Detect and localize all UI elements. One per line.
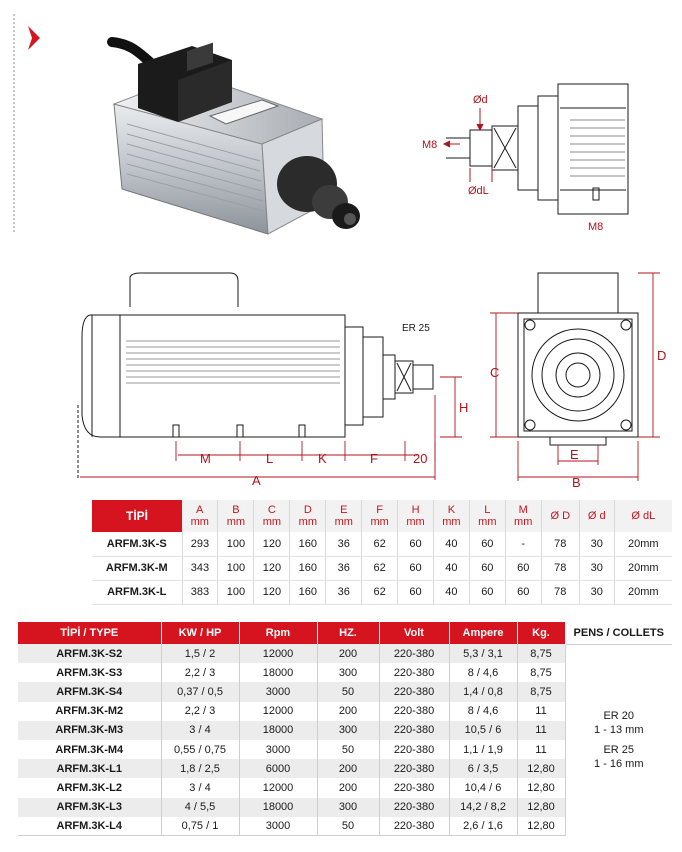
dimension-col-unit: mm [442, 516, 461, 528]
dimension-cell: 78 [541, 556, 579, 580]
spec-model: ARFM.3K-S4 [18, 682, 161, 701]
spec-model: ARFM.3K-L3 [18, 798, 161, 817]
dimension-cell: 160 [290, 532, 326, 556]
label-od: Ød [473, 94, 488, 106]
spec-model: ARFM.3K-S3 [18, 663, 161, 682]
spec-model: ARFM.3K-L1 [18, 759, 161, 778]
spec-volt: 220-380 [379, 702, 449, 721]
dimension-header-col [326, 500, 362, 532]
dimension-cell: 78 [541, 580, 579, 604]
spec-rpm: 3000 [239, 682, 317, 701]
dimension-header-col [362, 500, 398, 532]
spec-model: ARFM.3K-L2 [18, 778, 161, 797]
spec-volt: 220-380 [379, 778, 449, 797]
collets-cell [565, 644, 672, 836]
dimension-cell: 30 [579, 556, 614, 580]
dimension-cell: 60 [469, 556, 505, 580]
spec-volt: 220-380 [379, 663, 449, 682]
dimension-col-letter: E [340, 504, 348, 516]
dimension-table-header [92, 500, 672, 532]
spec-rpm: 12000 [239, 644, 317, 663]
dimension-cell: 30 [579, 580, 614, 604]
spec-header-ampere: Ampere [449, 622, 517, 644]
spec-kg: 11 [517, 740, 565, 759]
spec-header-kw: KW / HP [161, 622, 239, 644]
spec-kg: 8,75 [517, 644, 565, 663]
spec-ampere: 10,5 / 6 [449, 721, 517, 740]
spec-rpm: 6000 [239, 759, 317, 778]
dimension-cell: 20mm [614, 556, 672, 580]
spec-hz: 200 [317, 702, 379, 721]
red-chevron-icon [26, 24, 44, 52]
dimension-cell: 30 [579, 532, 614, 556]
collet-er25 [566, 743, 673, 771]
dimension-cell: 62 [362, 532, 398, 556]
spec-kg: 12,80 [517, 778, 565, 797]
spec-ampere: 8 / 4,6 [449, 702, 517, 721]
dimension-header-col [614, 500, 672, 532]
dimension-header-col [469, 500, 505, 532]
dimension-cell: 36 [326, 580, 362, 604]
spec-rpm: 12000 [239, 778, 317, 797]
spec-model: ARFM.3K-S2 [18, 644, 161, 663]
dimension-col-letter: Ø D [550, 510, 571, 522]
spec-hz: 200 [317, 778, 379, 797]
dimension-header-col [182, 500, 218, 532]
spec-header-pens: PENS / COLLETS [565, 622, 672, 644]
label-m8: M8 [422, 139, 438, 151]
dimension-col-unit: mm [298, 516, 317, 528]
dimension-cell: 60 [469, 580, 505, 604]
spec-table-header [18, 622, 672, 644]
spec-model: ARFM.3K-M2 [18, 702, 161, 721]
spec-kg: 8,75 [517, 682, 565, 701]
dimension-cell: 62 [362, 580, 398, 604]
spec-volt: 220-380 [379, 817, 449, 836]
collet-er25-name: ER 25 [603, 744, 635, 757]
dimension-cell: 293 [182, 532, 218, 556]
dimension-col-unit: mm [262, 516, 282, 528]
dimension-col-letter: D [303, 504, 312, 516]
spec-kw: 0,55 / 0,75 [161, 740, 239, 759]
dimension-cell: 120 [254, 532, 290, 556]
dimension-cell: 60 [398, 556, 434, 580]
dimension-header-col [290, 500, 326, 532]
dimension-cell: 120 [254, 556, 290, 580]
label-dim-e: E [570, 447, 579, 462]
dimension-cell: 383 [182, 580, 218, 604]
dimension-header-col [433, 500, 469, 532]
dimension-header-col [505, 500, 541, 532]
dimension-col-letter: F [376, 504, 384, 516]
spec-model: ARFM.3K-M4 [18, 740, 161, 759]
spec-kg: 12,80 [517, 759, 565, 778]
dimension-cell: 20mm [614, 532, 672, 556]
spec-volt: 220-380 [379, 682, 449, 701]
dimension-cell: 60 [505, 556, 541, 580]
spec-ampere: 8 / 4,6 [449, 663, 517, 682]
dimension-col-letter: K [447, 504, 456, 516]
spec-kw: 2,2 / 3 [161, 702, 239, 721]
spec-kg: 8,75 [517, 663, 565, 682]
spec-kw: 0,75 / 1 [161, 817, 239, 836]
spec-kw: 1,8 / 2,5 [161, 759, 239, 778]
dimension-col-letter: Ø dL [631, 510, 656, 522]
spec-hz: 200 [317, 644, 379, 663]
dimension-header-col [254, 500, 290, 532]
spec-model: ARFM.3K-L4 [18, 817, 161, 836]
spec-kw: 4 / 5,5 [161, 798, 239, 817]
spec-header-type: TİPİ / TYPE [18, 622, 161, 644]
dimension-cell: 343 [182, 556, 218, 580]
spec-rpm: 3000 [239, 817, 317, 836]
dimension-col-unit: mm [514, 516, 533, 528]
dimension-col-unit: mm [226, 516, 246, 528]
dimension-cell: 20mm [614, 580, 672, 604]
dimension-cell: - [505, 532, 541, 556]
dimension-col-unit: mm [478, 516, 497, 528]
dimension-header-col [218, 500, 254, 532]
spec-kw: 1,5 / 2 [161, 644, 239, 663]
dimension-model: ARFM.3K-M [92, 556, 182, 580]
dimension-header-tipi: TİPİ [92, 500, 182, 532]
spec-rpm: 12000 [239, 702, 317, 721]
spec-header-rpm: Rpm [239, 622, 317, 644]
dimension-model: ARFM.3K-L [92, 580, 182, 604]
label-dim-a: A [252, 473, 261, 488]
dimension-col-letter: C [267, 504, 276, 516]
spec-kg: 12,80 [517, 798, 565, 817]
spec-kg: 12,80 [517, 817, 565, 836]
spec-ampere: 10,4 / 6 [449, 778, 517, 797]
spec-hz: 300 [317, 798, 379, 817]
label-dim-d: D [657, 348, 667, 363]
front-view-drawing [488, 265, 673, 490]
label-m8-bottom: M8 [588, 221, 604, 233]
spec-header-volt: Volt [379, 622, 449, 644]
collet-detail-drawing [420, 78, 660, 238]
label-dim-b: B [572, 475, 581, 490]
spec-row [18, 644, 672, 663]
dimension-cell: 160 [290, 556, 326, 580]
dimension-col-unit: mm [370, 516, 389, 528]
label-dim-m: M [200, 451, 211, 466]
collet-er20-name: ER 20 [603, 710, 635, 723]
label-dim-k: K [318, 451, 327, 466]
collet-er25-range: 1 - 16 mm [593, 758, 644, 771]
spec-kw: 0,37 / 0,5 [161, 682, 239, 701]
spec-header-hz: HZ. [317, 622, 379, 644]
spec-hz: 50 [317, 817, 379, 836]
dimension-cell: 60 [469, 532, 505, 556]
dimension-cell: 160 [290, 580, 326, 604]
spec-volt: 220-380 [379, 740, 449, 759]
spec-hz: 50 [317, 682, 379, 701]
spec-hz: 50 [317, 740, 379, 759]
spec-header-kg: Kg. [517, 622, 565, 644]
spec-kw: 3 / 4 [161, 721, 239, 740]
spec-volt: 220-380 [379, 798, 449, 817]
spec-ampere: 5,3 / 3,1 [449, 644, 517, 663]
dimension-cell: 100 [218, 532, 254, 556]
spec-hz: 200 [317, 759, 379, 778]
dimension-cell: 60 [398, 580, 434, 604]
spec-rpm: 3000 [239, 740, 317, 759]
dotted-divider [13, 14, 15, 234]
dimension-table [92, 500, 672, 605]
dimension-col-unit: mm [190, 516, 209, 528]
dimension-col-unit: mm [406, 516, 425, 528]
spec-volt: 220-380 [379, 721, 449, 740]
dimension-cell: 78 [541, 532, 579, 556]
spec-kw: 2,2 / 3 [161, 663, 239, 682]
dimension-header-col [541, 500, 579, 532]
dimension-cell: 100 [218, 556, 254, 580]
dimension-cell: 120 [254, 580, 290, 604]
spec-ampere: 6 / 3,5 [449, 759, 517, 778]
spec-kg: 11 [517, 702, 565, 721]
dimension-model: ARFM.3K-S [92, 532, 182, 556]
spec-table [18, 622, 672, 836]
dimension-col-letter: A [196, 504, 204, 516]
collet-er20 [566, 709, 673, 737]
spec-hz: 300 [317, 721, 379, 740]
dimension-header-col [579, 500, 614, 532]
label-odl: ØdL [468, 185, 489, 197]
dimension-row [92, 580, 672, 604]
dimension-cell: 40 [433, 580, 469, 604]
spec-model: ARFM.3K-M3 [18, 721, 161, 740]
dimension-row [92, 532, 672, 556]
dimension-col-letter: M [518, 504, 528, 516]
spec-rpm: 18000 [239, 721, 317, 740]
spec-ampere: 2,6 / 1,6 [449, 817, 517, 836]
spindle-motor-photo [92, 24, 382, 254]
dimension-col-letter: B [232, 504, 240, 516]
dimension-cell: 60 [505, 580, 541, 604]
spec-rpm: 18000 [239, 798, 317, 817]
dimension-cell: 36 [326, 556, 362, 580]
spec-volt: 220-380 [379, 644, 449, 663]
dimension-cell: 100 [218, 580, 254, 604]
dimension-col-letter: H [411, 504, 420, 516]
label-dim-c: C [490, 365, 500, 380]
dimension-col-unit: mm [334, 516, 353, 528]
dimension-col-letter: L [484, 504, 491, 516]
spec-volt: 220-380 [379, 759, 449, 778]
spec-kg: 11 [517, 721, 565, 740]
dimension-cell: 40 [433, 556, 469, 580]
collet-er20-range: 1 - 13 mm [593, 724, 644, 737]
label-er25: ER 25 [402, 323, 430, 334]
dimension-col-letter: Ø d [587, 510, 606, 522]
label-dim-f: F [370, 451, 378, 466]
label-dim-l: L [266, 451, 274, 466]
dimension-cell: 62 [362, 556, 398, 580]
dimension-cell: 40 [433, 532, 469, 556]
dimension-cell: 36 [326, 532, 362, 556]
spec-kw: 3 / 4 [161, 778, 239, 797]
spec-hz: 300 [317, 663, 379, 682]
spec-ampere: 1,1 / 1,9 [449, 740, 517, 759]
spec-rpm: 18000 [239, 663, 317, 682]
dimension-header-col [398, 500, 434, 532]
spec-ampere: 1,4 / 0,8 [449, 682, 517, 701]
label-dim-20: 20 [413, 451, 428, 466]
dimension-cell: 60 [398, 532, 434, 556]
dimension-row [92, 556, 672, 580]
side-view-drawing [70, 265, 470, 490]
label-dim-h: H [459, 400, 469, 415]
spec-ampere: 14,2 / 8,2 [449, 798, 517, 817]
